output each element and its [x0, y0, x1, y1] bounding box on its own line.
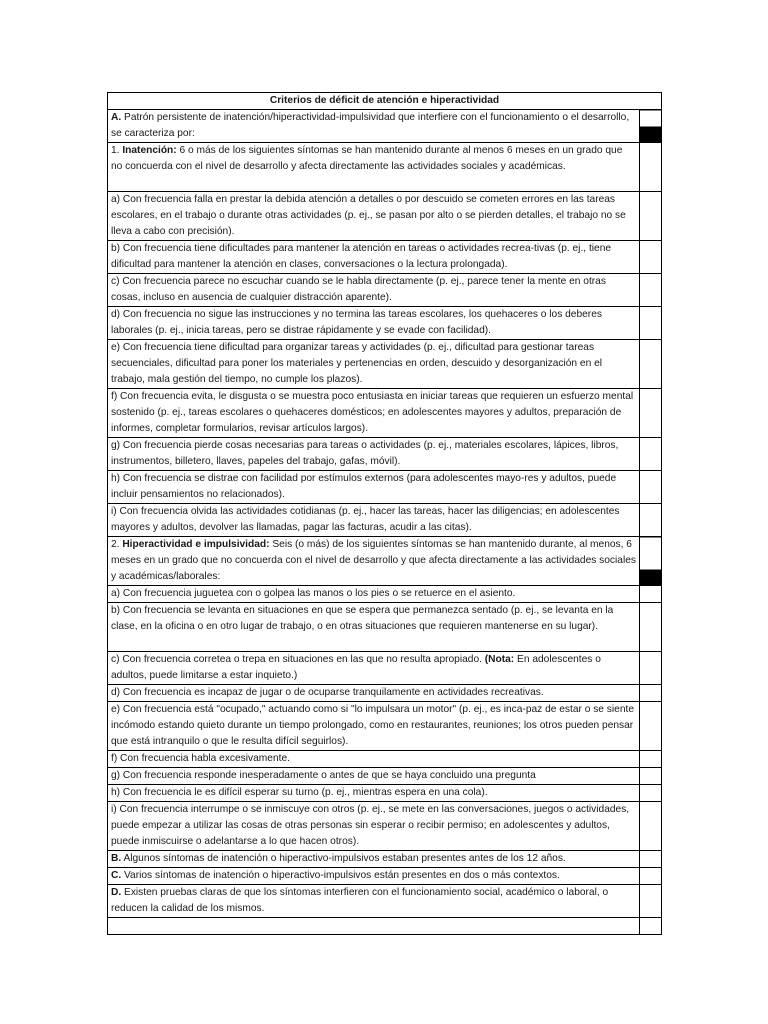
- table-row: [108, 471, 662, 504]
- check-cell[interactable]: [640, 586, 662, 603]
- criterion-cell: [108, 685, 640, 702]
- check-cell[interactable]: [640, 702, 662, 751]
- criterion-text: Patrón persistente de inatención/hiperactividad-impulsividad que interfiere con el funcionamiento o el desarrollo, se caracteriza por:: [111, 112, 630, 139]
- check-cell[interactable]: [640, 851, 662, 868]
- criterion-text: b) Con frecuencia tiene dificultades para mantener la atención en tareas o actividades recrea-tivas (p. ej., tiene dificultad para mantener la atención en clases, conversaciones o la lectura prolongada).: [111, 243, 612, 270]
- criterion-cell: [108, 438, 640, 471]
- criterion-subtitle: (Nota:: [484, 654, 515, 665]
- table-row: [108, 307, 662, 340]
- criterion-label: A.: [111, 112, 122, 123]
- check-cell[interactable]: [640, 603, 662, 652]
- criterion-cell: [108, 389, 640, 438]
- criterion-cell: [108, 110, 640, 143]
- criterion-text: 2.: [111, 539, 123, 550]
- criterion-cell: [108, 751, 640, 768]
- criterion-text: e) Con frecuencia está "ocupado," actuando como si "lo impulsara un motor" (p. ej., es inca-paz de estar o se siente incómodo estando quieto durante un tiempo prolongado, como en restaurantes, reuniones; los otros pueden pensar que está intranquilo o que le resulta difícil seguirlos).: [111, 704, 634, 747]
- table-title-row: [108, 93, 662, 110]
- check-cell[interactable]: [640, 438, 662, 471]
- criterion-text: d) Con frecuencia no sigue las instrucciones y no termina las tareas escolares, los quehaceres o los deberes laborales (p. ej., inicia tareas, pero se distrae rápidamente y se evade con facilidad).: [111, 309, 602, 336]
- criterion-text: g) Con frecuencia responde inesperadamente o antes de que se haya concluido una pregunta: [111, 770, 536, 781]
- criterion-cell: [108, 885, 640, 918]
- table-row: [108, 192, 662, 241]
- criterion-text: Algunos síntomas de inatención o hiperactivo-impulsivos estaban presentes antes de los 12 años.: [121, 853, 566, 864]
- criterion-text: i) Con frecuencia interrumpe o se inmiscuye con otros (p. ej., se mete en las conversaciones, juegos o actividades, puede empezar a utilizar las cosas de otras personas sin esperar o recibir permiso; en adolescentes y adultos, puede inmiscuirse o adelantarse a lo que hacen otros).: [111, 804, 630, 847]
- criterion-cell: [108, 274, 640, 307]
- criterion-cell: [108, 603, 640, 652]
- check-cell[interactable]: [640, 143, 662, 192]
- check-cell[interactable]: [640, 504, 662, 537]
- check-cell[interactable]: [640, 307, 662, 340]
- criterion-text: f) Con frecuencia habla excesivamente.: [111, 753, 290, 764]
- table-row: [108, 652, 662, 685]
- section-marker-cell[interactable]: [640, 110, 662, 143]
- table-row: [108, 504, 662, 537]
- criterion-text-continued: Seis (o más) de los siguientes síntomas se han mantenido durante, al menos, 6 meses en un grado que no concuerda con el nivel de desarrollo y que afecta directamente a las actividades sociales y académicas/laborales:: [111, 539, 636, 582]
- table-row: [108, 885, 662, 918]
- table-row: [108, 241, 662, 274]
- table-row: [108, 868, 662, 885]
- criterion-text: 1.: [111, 145, 123, 156]
- table-row: [108, 851, 662, 868]
- table-row: [108, 685, 662, 702]
- criterion-text: g) Con frecuencia pierde cosas necesarias para tareas o actividades (p. ej., materiales escolares, lápices, libros, instrumentos, billetero, llaves, papeles del trabajo, gafas, móvil).: [111, 440, 619, 467]
- criterion-text: Existen pruebas claras de que los síntomas interfieren con el funcionamiento social, académico o laboral, o reducen la calidad de los mismos.: [111, 887, 609, 914]
- criterion-cell: [108, 537, 640, 586]
- criterion-label: D.: [111, 887, 122, 898]
- criterion-cell: [108, 868, 640, 885]
- table-row: [108, 274, 662, 307]
- criterion-text: i) Con frecuencia olvida las actividades cotidianas (p. ej., hacer las tareas, hacer las diligencias; en adolescentes mayores y adultos, devolver las llamadas, pagar las facturas, acudir a las citas).: [111, 506, 620, 533]
- criterion-text: f) Con frecuencia evita, le disgusta o se muestra poco entusiasta en iniciar tareas que requieren un esfuerzo mental sostenido (p. ej., tareas escolares o quehaceres domésticos; en adolescentes mayores y adultos, preparación de informes, completar formularios, revisar artículos largos).: [111, 391, 634, 434]
- criterion-cell: [108, 471, 640, 504]
- criterion-text-continued: 6 o más de los siguientes síntomas se han mantenido durante al menos 6 meses en un grado que no concuerda con el nivel de desarrollo y afecta directamente las actividades sociales y académicas.: [111, 145, 623, 172]
- check-cell[interactable]: [640, 802, 662, 851]
- criterion-cell: [108, 785, 640, 802]
- check-cell[interactable]: [640, 192, 662, 241]
- table-row: [108, 586, 662, 603]
- criterion-text: Varios síntomas de inatención o hiperactivo-impulsivos están presentes en dos o más contextos.: [121, 870, 560, 881]
- criterion-cell: [108, 192, 640, 241]
- criterion-text: h) Con frecuencia le es difícil esperar su turno (p. ej., mientras espera en una cola).: [111, 787, 488, 798]
- table-row: [108, 751, 662, 768]
- criterion-subtitle: Hiperactividad e impulsividad:: [122, 539, 270, 550]
- adhd-criteria-table: [107, 92, 662, 935]
- criterion-cell: [108, 586, 640, 603]
- table-row: [108, 802, 662, 851]
- table-row: [108, 438, 662, 471]
- criterion-text: b) Con frecuencia se levanta en situaciones en que se espera que permanezca sentado (p. ej., se levanta en la clase, en la oficina o en otro lugar de trabajo, o en otras situaciones que requieren mantenerse en su lugar).: [111, 605, 614, 632]
- criterion-cell: [108, 241, 640, 274]
- check-cell[interactable]: [640, 751, 662, 768]
- check-cell[interactable]: [640, 785, 662, 802]
- criterion-text: e) Con frecuencia tiene dificultad para organizar tareas y actividades (p. ej., dificultad para gestionar tareas secuenciales, dificultad para poner los materiales y pertenencias en orden, descuido y desorganización en el trabajo, mala gestión del tiempo, no cumple los plazos).: [111, 342, 602, 385]
- check-cell[interactable]: [640, 340, 662, 389]
- criterion-text: a) Con frecuencia juguetea con o golpea las manos o los pies o se retuerce en el asiento.: [111, 588, 516, 599]
- check-cell[interactable]: [640, 885, 662, 918]
- criterion-text: c) Con frecuencia corretea o trepa en situaciones en las que no resulta apropiado.: [111, 654, 485, 665]
- table-row: [108, 340, 662, 389]
- criterion-cell: [108, 307, 640, 340]
- table-title: Criterios de déficit de atención e hiperactividad: [108, 93, 662, 110]
- section-marker-cell[interactable]: [640, 537, 662, 586]
- check-cell[interactable]: [640, 685, 662, 702]
- criterion-label: C.: [111, 870, 122, 881]
- table-row: [108, 918, 662, 935]
- check-cell[interactable]: [640, 471, 662, 504]
- criterion-cell: [108, 851, 640, 868]
- table-row: [108, 785, 662, 802]
- table-row: [108, 768, 662, 785]
- check-cell[interactable]: [640, 868, 662, 885]
- criterion-cell: [108, 768, 640, 785]
- check-cell[interactable]: [640, 918, 662, 935]
- check-cell[interactable]: [640, 241, 662, 274]
- criterion-cell: [108, 340, 640, 389]
- check-cell[interactable]: [640, 652, 662, 685]
- criterion-cell: [108, 918, 640, 935]
- check-cell[interactable]: [640, 389, 662, 438]
- criterion-cell: [108, 504, 640, 537]
- table-row: [108, 603, 662, 652]
- criterion-text: d) Con frecuencia es incapaz de jugar o de ocuparse tranquilamente en actividades recreativas.: [111, 687, 544, 698]
- criterion-cell: [108, 802, 640, 851]
- criterion-cell: [108, 143, 640, 192]
- criterion-text: a) Con frecuencia falla en prestar la debida atención a detalles o por descuido se cometen errores en las tareas escolares, en el trabajo o durante otras actividades (p. ej., se pasan por alto o se pierden detalles, el trabajo no se lleva a cabo con precisión).: [111, 194, 626, 237]
- criterion-label: B.: [111, 853, 122, 864]
- criterion-cell: [108, 702, 640, 751]
- criterion-subtitle: Inatención:: [122, 145, 177, 156]
- criterion-text-continued: En adolescentes o adultos, puede limitarse a estar inquieto.): [111, 654, 601, 681]
- table-row: [108, 537, 662, 586]
- check-cell[interactable]: [640, 768, 662, 785]
- criterion-cell: [108, 652, 640, 685]
- criterion-text: h) Con frecuencia se distrae con facilidad por estímulos externos (para adolescentes mayo-res y adultos, puede incluir pensamientos no relacionados).: [111, 473, 617, 500]
- check-cell[interactable]: [640, 274, 662, 307]
- table-row: [108, 110, 662, 143]
- table-row: [108, 143, 662, 192]
- table-row: [108, 389, 662, 438]
- criterion-text: c) Con frecuencia parece no escuchar cuando se le habla directamente (p. ej., parece tener la mente en otras cosas, incluso en ausencia de cualquier distracción aparente).: [111, 276, 606, 303]
- table-row: [108, 702, 662, 751]
